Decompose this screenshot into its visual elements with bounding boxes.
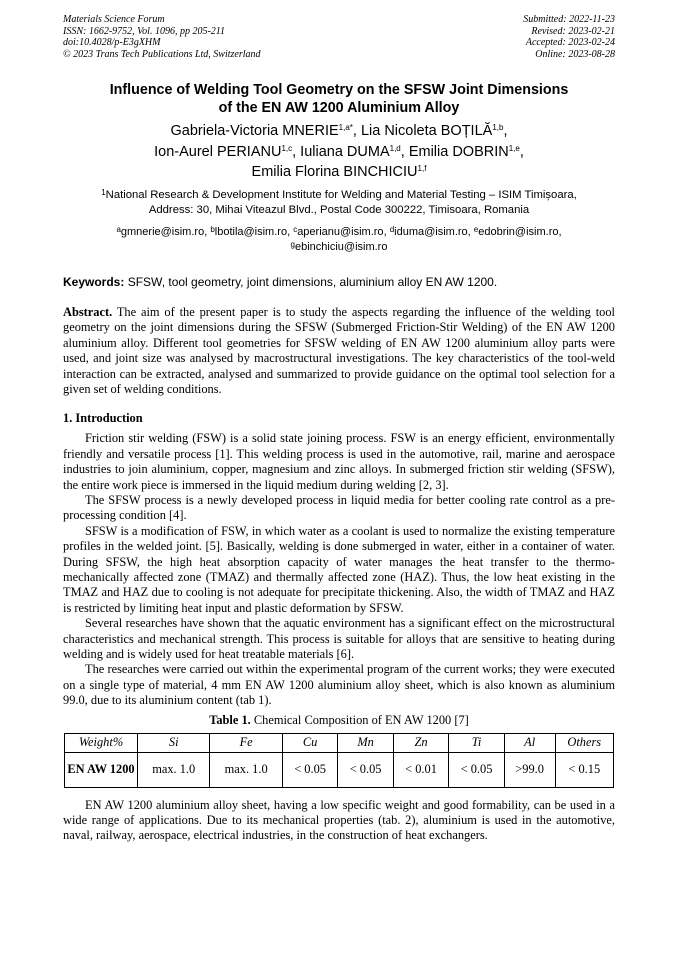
table-caption [63,713,615,728]
email-list: $^a$gmnerie@isim.ro, $^b$lbotila@isim.ro, $^c$aperianu@isim.ro, $^d$iduma@isim.ro, $^e$edobrin@isim.ro, $^g$ebinchiciu@isim.ro [116,224,562,254]
paper-page [63,14,615,844]
table-cell: < 0.01 [393,752,448,787]
email-sup: c [293,224,298,234]
author-sup: 1,a* [338,123,353,133]
email-sup: g [290,240,295,250]
title-line-1: Influence of Welding Tool Geometry on the SFSW Joint Dimensions [109,82,569,99]
author-name: Ion-Aurel PERIANU [154,143,282,160]
affiliation-sup: 1 [101,187,106,197]
table-header-cell: Fe [210,733,282,752]
journal-header [63,14,615,60]
table-cell: max. 1.0 [138,752,210,787]
email-sup: d [389,224,395,234]
author-name: Lia Nicoleta BOȚILĂ [360,123,493,140]
paragraph: The researches were carried out within the experimental program of the current works; they were executed on a single type of material, 4 mm EN AW 1200 aluminium alloy sheet, which is also known as aluminium 99.0, due to its aluminium content (tab 1). [63,662,615,708]
keywords-label: Keywords: [63,274,125,289]
author-name: Emilia DOBRIN [408,143,509,160]
email-sup: a [116,224,121,234]
paper-title [63,81,615,117]
affiliation-line-1: National Research & Development Institute for Welding and Material Testing – ISIM Timișoara, [105,188,577,201]
table-cell: < 0.05 [282,752,337,787]
table-cell: max. 1.0 [210,752,282,787]
author-list: Gabriela-Victoria $MNERIE^{1,a*}$, Lia Nicoleta BOȚILĂ$^{1,b}$, Ion-Aurel PERIANU$^{1,c}$, Iuliana DUMA$^{1,d}$, Emilia DOBRIN$^{1,e}$, Emilia Florina BINCHICIU$^{1,f}$ [154,123,524,181]
email-address[interactable]: iduma@isim.ro [394,225,468,238]
author-name: Gabriela-Victoria MNERIE [170,123,339,140]
keywords-text: SFSW, tool geometry, joint dimensions, aluminium alloy EN AW 1200. [124,274,498,289]
date-submitted: Submitted: 2022-11-23 [523,14,615,25]
author-name: Iuliana DUMA [300,143,390,160]
email-address[interactable]: ebinchiciu@isim.ro [294,241,388,254]
table-cell: EN AW 1200 [65,752,138,787]
email-address[interactable]: lbotila@isim.ro [214,225,288,238]
table-caption-label: Table 1. [209,712,251,727]
date-accepted: Accepted: 2023-02-24 [525,37,615,49]
table-header-cell: Weight% [65,733,138,752]
date-online: Online: 2023-08-28 [535,48,615,60]
affiliation [63,188,615,219]
email-address[interactable]: aperianu@isim.ro [297,225,384,238]
section-heading: 1. Introduction [63,411,143,426]
table-header-cell: Al [504,733,555,752]
introduction-body [63,431,615,708]
table-cell: < 0.05 [449,752,504,787]
table-header-cell: Ti [449,733,504,752]
journal-issn: ISSN: 1662-9752, Vol. 1096, pp 205-211 [63,25,226,37]
table-header-cell: Others [555,733,613,752]
email-sup: e [473,224,479,234]
table-header-cell: Si [138,733,210,752]
author-sup: 1,d [389,143,401,153]
submission-dates [523,14,615,60]
paragraph: Several researches have shown that the aquatic environment has a significant effect on the microstructural characteristics and mechanical strength. This process is suitable for alloys that are sensitive to heating during welding and is widely used for heat treatable materials [6]. [63,616,615,661]
affiliation-line-2: Address: 30, Mihai Viteazul Blvd., Postal Code 300222, Timisoara, Romania [148,204,530,217]
paragraph: The SFSW process is a newly developed process in liquid media for better cooling rate control as a pre-processing condition [4]. [63,492,615,523]
table-cell: < 0.15 [555,752,613,787]
paragraph: SFSW is a modification of FSW, in which water as a coolant is used to normalize the existing temperature profiles in the welded joint. [5]. Basically, welding is done submerged in water, either in a container of water. During SFSW, the high heat absorption capacity of water manages the heat transfer to the thermo-mechanically affected zone (TMAZ) and thermally affected zone (HAZ). Thus, the low heat existing in the TMAZ and HAZ due to cooling is not adequate for precipitate thickening. Also, the width of TMAZ and HAZ is restricted by limiting heat input and plastic deformation by SFSW. [63,523,615,615]
title-line-2: of the EN AW 1200 Aluminium Alloy [218,100,460,117]
date-revised: Revised: 2023-02-21 [531,25,615,37]
abstract [63,305,615,397]
author-sup: 1,f [417,164,427,174]
table-header-row [65,733,614,752]
author-name: Emilia Florina BINCHICIU [251,164,418,181]
table-caption-text: Chemical Composition of EN AW 1200 [7] [250,712,469,727]
journal-doi: doi:10.4028/p-E3gXHM [63,37,161,49]
email-address[interactable]: gmnerie@isim.ro [120,225,205,238]
email-address[interactable]: edobrin@isim.ro [478,225,559,238]
table-cell: < 0.05 [338,752,393,787]
journal-name: Materials Science Forum [63,14,165,25]
abstract-text: The aim of the present paper is to study the aspects regarding the influence of the welding tool geometry on the joint dimensions during the SFSW (Submerged Friction-Stir Welding) of the EN AW 1200 aluminium alloy. Different tool geometries for SFSW welding of EN AW 1200 aluminium alloy parts were used, and joint size was analysed by macrostructural investigations. The key characteristics of the tool-weld interaction can be extracted, analysed and summarized to provide guidance on the optimal tool selection for a given set of welding conditions. [63,304,615,396]
journal-info [63,14,261,60]
table-cell: >99.0 [504,752,555,787]
author-sup: 1,c [281,143,293,153]
journal-copyright: © 2023 Trans Tech Publications Ltd, Switzerland [63,48,261,60]
email-sup: b [210,224,215,234]
table-header-cell: Zn [393,733,448,752]
post-table-body [63,798,615,844]
author-sup: 1,b [492,123,504,133]
author-sup: 1,e [508,143,520,153]
keywords [63,275,615,290]
abstract-label: Abstract. [63,304,113,319]
table-header-cell: Mn [338,733,393,752]
table-row [65,752,614,787]
paragraph: EN AW 1200 aluminium alloy sheet, having a low specific weight and good formability, can be used in a wide range of applications. Due to its mechanical properties (tab. 2), aluminium is used in the automotive, naval, railway, aerospace, electrical industries, in the construction of heat exchangers. [63,797,615,843]
paragraph: Friction stir welding (FSW) is a solid state joining process. FSW is an energy efficient, environmentally friendly and versatile process [1]. This welding process is used in the automotive, rail, marine and aerospace industries to join aluminium, copper, magnesium and zinc alloys. In submerged friction stir welding (SFSW), the entire work piece is immersed in the liquid medium during welding [2, 3]. [63,431,615,492]
table-header-cell: Cu [282,733,337,752]
composition-table [64,733,614,788]
